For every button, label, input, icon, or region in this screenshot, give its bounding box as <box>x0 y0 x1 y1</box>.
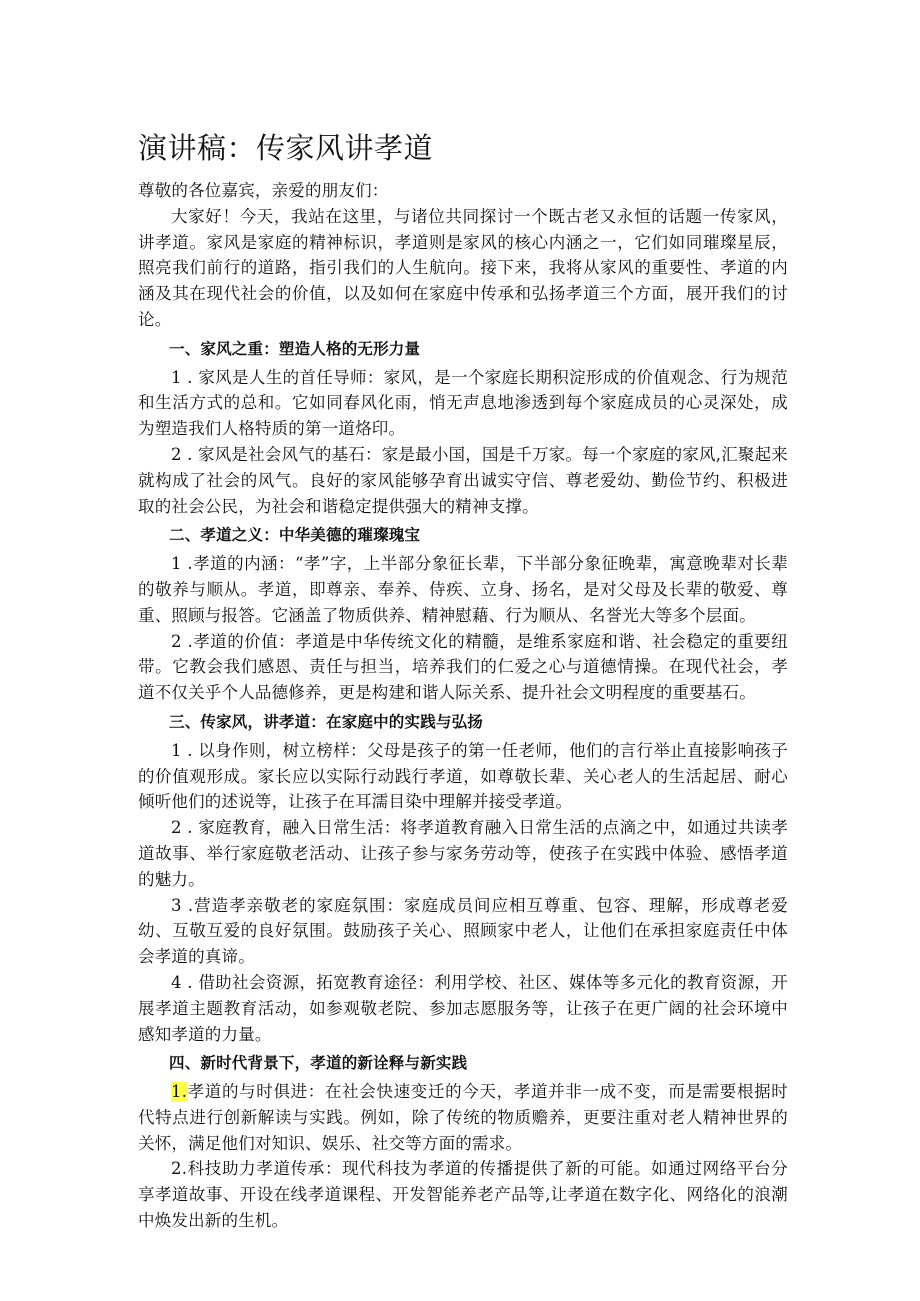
intro-paragraph: 大家好！今天，我站在这里，与诸位共同探讨一个既古老又永恒的话题一传家风，讲孝道。家风是家庭的精神标识，孝道则是家风的核心内涵之一，它们如同璀璨星辰，照亮我们前行的道路，指引我们的人生航向。接下来，我将从家风的重要性、孝道的内涵及其在现代社会的价值，以及如何在家庭中传承和弘扬孝道三个方面，展开我们的讨论。 <box>138 206 788 329</box>
document-title: 演讲稿：传家风讲孝道 <box>138 131 434 165</box>
section-4-heading: 四、新时代背景下，孝道的新诠释与新实践 <box>169 1054 468 1073</box>
section-1-heading: 一、家风之重：塑造人格的无形力量 <box>169 339 421 358</box>
section-3-item-3: 3 .营造孝亲敬老的家庭氛围：家庭成员间应相互尊重、包容、理解，形成尊老爱幼、互敬互爱的良好氛围。鼓励孩子关心、照顾家中老人，让他们在承担家庭责任中体会孝道的真谛。 <box>138 895 788 967</box>
section-1-item-1: 1 . 家风是人生的首任导师：家风，是一个家庭长期积淀形成的价值观念、行为规范和生活方式的总和。它如同春风化雨，悄无声息地渗透到每个家庭成员的心灵深处，成为塑造我们人格特质的第一道烙印。 <box>138 367 788 439</box>
section-4-item-1 <box>138 1079 788 1156</box>
section-3-item-4: 4 . 借助社会资源，拓宽教育途径：利用学校、社区、媒体等多元化的教育资源，开展孝道主题教育活动，如参观敬老院、参加志愿服务等，让孩子在更广阔的社会环境中感知孝道的力量。 <box>138 972 788 1044</box>
section-2-item-1: 1 .孝道的内涵：“孝”字，上半部分象征长辈，下半部分象征晚辈，寓意晚辈对长辈的敬养与顺从。孝道，即尊亲、奉养、侍疾、立身、扬名，是对父母及长辈的敬爱、尊重、照顾与报答。它涵盖了物质供养、精神慰藉、行为顺从、名誉光大等多个层面。 <box>138 554 788 625</box>
section-1-item-2: 2 . 家风是社会风气的基石：家是最小国，国是千万家。每一个家庭的家风,汇聚起来就构成了社会的风气。良好的家风能够孕育出诚实守信、尊老爱幼、勤俭节约、积极进取的社会公民，为社会和谐稳定提供强大的精神支撑。 <box>138 444 788 516</box>
section-3-item-1: 1 . 以身作则，树立榜样：父母是孩子的第一任老师，他们的言行举止直接影响孩子的价值观形成。家长应以实际行动践行孝道，如尊敬长辈、关心老人的生活起居、耐心倾听他们的述说等，让孩子在耳濡目染中理解并接受孝道。 <box>138 740 788 812</box>
highlighted-marker: 1. <box>171 1082 188 1102</box>
section-2-heading: 二、孝道之义：中华美德的璀璨瑰宝 <box>169 526 421 545</box>
document-body <box>138 178 788 1234</box>
section-3-heading: 三、传家风，讲孝道：在家庭中的实践与弘扬 <box>169 712 484 731</box>
section-2-item-2: 2 .孝道的价值：孝道是中华传统文化的精髓，是维系家庭和谐、社会稳定的重要纽带。它教会我们感恩、责任与担当，培养我们的仁爱之心与道德情操。在现代社会，孝道不仅关乎个人品德修养，更是构建和谐人际关系、提升社会文明程度的重要基石。 <box>138 631 788 703</box>
salutation: 尊敬的各位嘉宾，亲爱的朋友们： <box>138 181 389 200</box>
section-4-item-2: 2.科技助力孝道传承：现代科技为孝道的传播提供了新的可能。如通过网络平台分享孝道故事、开设在线孝道课程、开发智能养老产品等,让孝道在数字化、网络化的浪潮中焕发出新的生机。 <box>138 1159 788 1231</box>
section-3-item-2: 2 . 家庭教育，融入日常生活：将孝道教育融入日常生活的点滴之中，如通过共读孝道故事、举行家庭敬老活动、让孩子参与家务劳动等，使孩子在实践中体验、感悟孝道的魅力。 <box>138 818 788 889</box>
section-4-item-1-text: 孝道的与时俱进：在社会快速变迁的今天，孝道并非一成不变，而是需要根据时代特点进行创新解读与实践。例如，除了传统的物质赡养，更要注重对老人精神世界的关怀，满足他们对知识、娱乐、社交等方面的需求。 <box>138 1082 788 1153</box>
